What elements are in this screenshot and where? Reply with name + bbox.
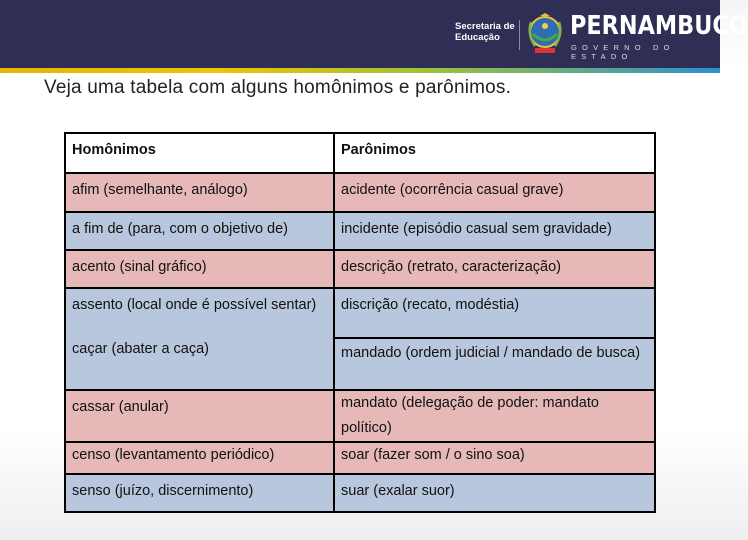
table-row <box>65 474 655 512</box>
brand-name: PERNAMBUCO <box>570 11 748 41</box>
table-cell: descrição (retrato, caracterização) <box>334 250 655 288</box>
table-cell: soar (fazer som / o sino soa) <box>334 442 655 474</box>
table-row <box>65 250 655 288</box>
table-row <box>65 173 655 212</box>
table-cell: acidente (ocorrência casual grave) <box>334 173 655 212</box>
table-row <box>65 390 655 442</box>
table-header-cell: Parônimos <box>334 133 655 173</box>
table-header-cell: Homônimos <box>65 133 334 173</box>
table-cell: incidente (episódio casual sem gravidade) <box>334 212 655 250</box>
table-cell: senso (juízo, discernimento) <box>65 474 334 512</box>
secretaria-label <box>455 21 515 43</box>
brand-subtitle: GOVERNO DO ESTADO <box>571 43 675 61</box>
table-cell: suar (exalar suor) <box>334 474 655 512</box>
coat-of-arms-icon <box>525 12 565 56</box>
table-header-row <box>65 133 655 173</box>
table-cell: mandato (delegação de poder: mandato político) <box>334 390 655 442</box>
table-cell: cassar (anular) <box>65 390 334 442</box>
table-cell: censo (levantamento periódico) <box>65 442 334 474</box>
table-cell: afim (semelhante, análogo) <box>65 173 334 212</box>
secretaria-line-1: Secretaria de <box>455 21 515 32</box>
table-cell: assento (local onde é possível sentar) <box>65 288 334 338</box>
page-heading: Veja uma tabela com alguns homônimos e parônimos. <box>44 77 512 98</box>
table-cell: caçar (abater a caça) <box>65 338 334 390</box>
table-row <box>65 338 655 390</box>
table-row <box>65 442 655 474</box>
table-cell: mandado (ordem judicial / mandado de busca) <box>334 338 655 390</box>
table-cell: acento (sinal gráfico) <box>65 250 334 288</box>
table-cell: a fim de (para, com o objetivo de) <box>65 212 334 250</box>
secretaria-line-2: Educação <box>455 32 500 43</box>
table-row <box>65 288 655 338</box>
table-row <box>65 212 655 250</box>
header-color-stripe <box>0 68 720 73</box>
table-cell: discrição (recato, modéstia) <box>334 288 655 338</box>
header-divider <box>519 20 520 50</box>
homonyms-paronyms-table <box>64 132 656 513</box>
